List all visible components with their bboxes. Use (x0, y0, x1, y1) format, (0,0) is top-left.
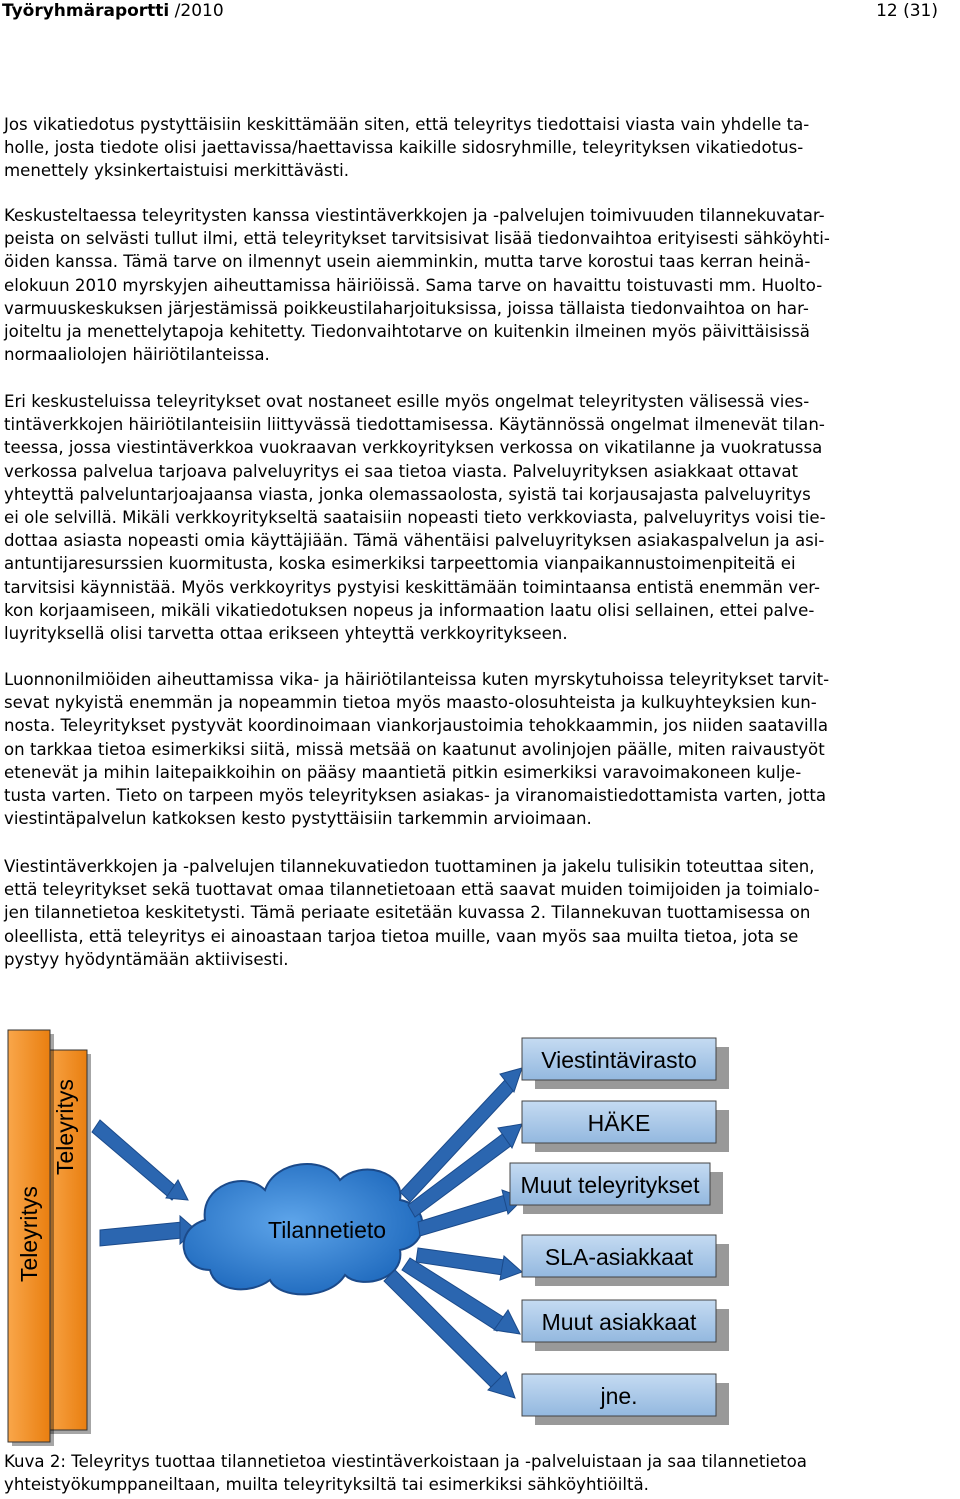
box-hake (522, 1101, 729, 1152)
teleyritys-label-front: Teleyritys (16, 1186, 42, 1282)
report-title: Työryhmäraportti /2010 (2, 1, 224, 21)
cloud-shape (184, 1164, 423, 1294)
paragraph: Luonnonilmiöiden aiheuttamissa vika- ja häiriötilanteissa kuten myrskytuhoissa teleyritykset tarvit- sevat nykyistä enemmän ja nopeammin tietoa myös maasto-olosuhteista ja kulkuyhteyksien kun- nosta. Teleyritykset pystyvät koordinoimaan viankorjaustoimia tehokkaammin, jos niiden saatavilla on tarkkaa tietoa esimerkiksi siitä, missä metsää on kaatunut avolinjojen päälle, miten raivaustyöt etenevät ja mihin laitepaikkoihin on pääsy maantietä pitkin esimerkiksi varavoimakoneen kulje- tusta varten. Tieto on tarpeen myös teleyrityksen asiakas- ja viranomaistiedottamista varten, jotta viestintäpalvelun katkoksen kesto pystyttäisiin tarkemmin arvioimaan. (4, 670, 830, 829)
paragraph: Eri keskusteluissa teleyritykset ovat nostaneet esille myös ongelmat teleyritysten välisessä vies- tintäverkkojen häiriötilanteisiin liittyvässä tiedottamisessa. Käytännössä ongelmat ilmenevät tilan- teessa, jossa viestintäverkkoa vuokraavan verkkoyrityksen verkossa on vikatilanne ja vuokratussa verkossa palvelua tarjoava palveluyritys ei saa tietoa viasta. Palveluyrityksen asiakkaat ottavat yhteyttä palveluntarjoajaansa viasta, jonka olemassaolosta, syistä tai korjausajasta palveluyritys ei ole selvillä. Mikäli verkkoyritykseltä saataisiin nopeasti tieto verkkoviasta, palveluyritys voisi tie- dottaa asiasta nopeasti omia käyttäjiään. Tämä vähentäisi palveluyrityksen asiakaspalvelun ja asi- antuntijaresurssien kuormitusta, koska esimerkiksi tarpeettomia vianpaikannustoimenpiteitä ei tarvitsisi käynnistää. Myös verkkoyritys pystyisi keskittämään toimintaansa entistä enemmän ver- kon korjaamiseen, mikäli vikatiedotuksen nopeus ja informaation laatu olisi sellainen, ettei palve- luyrityksellä olisi tarvetta ottaa erikseen yhteyttä verkkoyritykseen. (4, 392, 826, 644)
box-jne (522, 1374, 729, 1425)
box-label: HÄKE (587, 1110, 651, 1136)
box-label: Muut teleyritykset (520, 1172, 700, 1198)
box-muut-teleyritykset (510, 1163, 723, 1214)
box-label: jne. (600, 1383, 638, 1409)
box-viestintavirasto (522, 1038, 729, 1089)
page-number: 12 (31) (876, 1, 938, 21)
box-label: SLA-asiakkaat (544, 1244, 694, 1270)
bars-to-cloud-arrow (92, 1120, 196, 1246)
paragraph: Viestintäverkkojen ja -palvelujen tilannekuvatiedon tuottaminen ja jakelu tulisikin toteuttaa siten, että teleyritykset sekä tuottavat omaa tilannetietoaan että saavat muiden toimijoiden ja toimialo- jen tilannetietoa keskitetysti. Tämä periaate esitetään kuvassa 2. Tilannekuvan tuottamisessa on oleellista, että teleyritys ei ainoastaan tarjoa tietoa muille, vaan myös saa muilta tietoa, jota se pystyy hyödyntämään aktiivisesti. (4, 857, 820, 969)
box-muut-asiakkaat (522, 1300, 729, 1351)
paragraph: Keskusteltaessa teleyritysten kanssa viestintäverkkojen ja -palvelujen toimivuuden tilannekuvatar- peista on selvästi tullut ilmi, että teleyritykset tarvitsisivat lisää tiedonvaihtoa erityisesti sähköyhti- öiden kanssa. Tämä tarve on ilmennyt usein aiemminkin, mutta tarve korostui taas kerran heinä- elokuun 2010 myrskyjen aiheuttamissa häiriöissä. Sama tarve on havaittu toistuvasti mm. Huolto- varmuuskeskuksen järjestämissä poikkeustilaharjoituksissa, joissa tällaista tiedonvaihtoa on har- joiteltu ja menettelytapoja kehitetty. Tiedonvaihtotarve on kuitenkin ilmeinen myös päivittäisissä normaaliolojen häiriötilanteissa. (4, 206, 830, 365)
figure-caption: Kuva 2: Teleyritys tuottaa tilannetietoa viestintäverkoistaan ja -palveluistaan ja saa tilannetietoa yhteistyökumppaneiltaan, muilta teleyrityksiltä tai esimerkiksi sähköyhtiöiltä. (4, 1452, 807, 1494)
box-sla-asiakkaat (522, 1235, 729, 1286)
teleyritys-bar-front (8, 1030, 54, 1446)
page-header (0, 0, 960, 24)
teleyritys-label-back: Teleyritys (52, 1079, 78, 1175)
paragraph: Jos vikatiedotus pystyttäisiin keskittämään siten, että teleyritys tiedottaisi viasta vain yhdelle ta- holle, josta tiedote olisi jaettavissa/haettavissa kaikille sidosryhmille, teleyrityksen vikatiedotus- menettely yksinkertaistuisi merkittävästi. (4, 115, 810, 181)
box-label: Viestintävirasto (541, 1047, 697, 1073)
cloud-label: Tilannetieto (268, 1217, 387, 1243)
report-year: /2010 (169, 1, 224, 21)
figure-situational-awareness (0, 1000, 960, 1450)
box-label: Muut asiakkaat (541, 1309, 697, 1335)
figure-diagram (0, 1000, 960, 1450)
